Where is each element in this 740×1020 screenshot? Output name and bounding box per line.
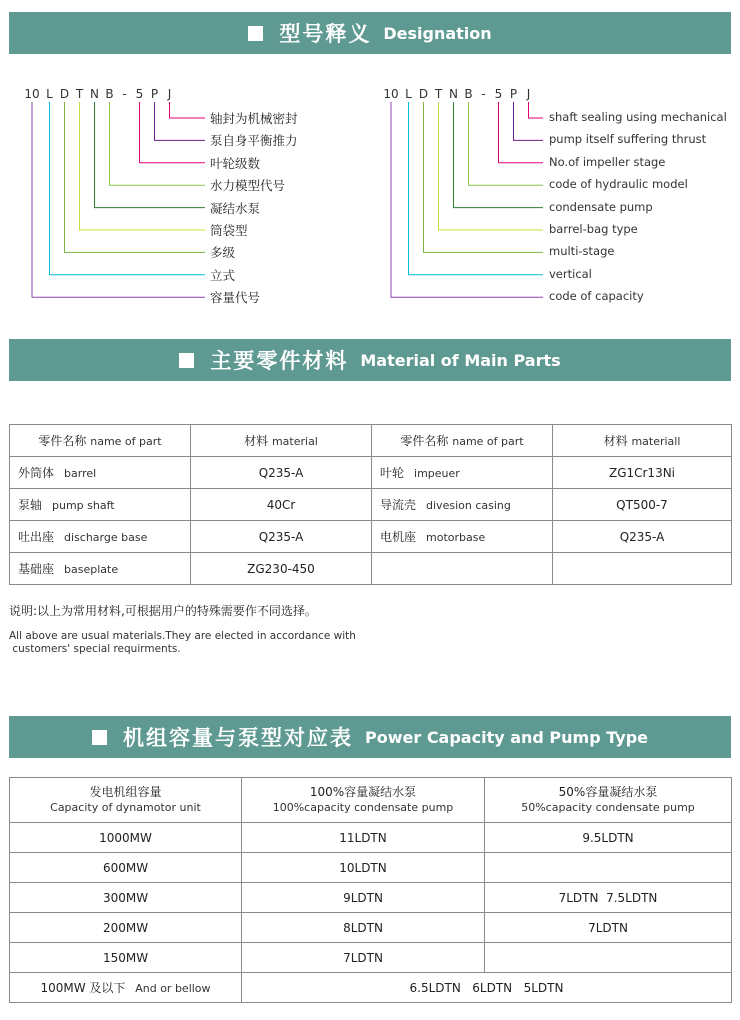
right-leader-line bbox=[439, 102, 544, 230]
designation-label-zh: 立式 bbox=[210, 267, 236, 283]
cell-100-pump: 9LDTN bbox=[242, 883, 485, 913]
code-right-char: P bbox=[509, 87, 518, 101]
cell-part: 外筒体 barrel bbox=[10, 457, 191, 489]
designation-label-zh: 多级 bbox=[210, 245, 236, 261]
materials-row bbox=[10, 553, 732, 585]
cell-part: 基础座 baseplate bbox=[10, 553, 191, 585]
code-right-char: N bbox=[449, 87, 458, 101]
cell-material: Q235-A bbox=[191, 521, 372, 553]
materials-banner bbox=[9, 339, 731, 381]
designation-label-en: multi-stage bbox=[549, 244, 615, 259]
cell-unit: 150MW bbox=[10, 943, 242, 973]
capacity-row bbox=[10, 913, 732, 943]
cell-part: 泵轴 pump shaft bbox=[10, 489, 191, 521]
cell-unit: 600MW bbox=[10, 853, 242, 883]
materials-header-row bbox=[10, 425, 732, 457]
note-en-line-2: customers' special requirments. bbox=[9, 643, 181, 655]
header-capacity-unit: 发电机组容量 Capacity of dynamotor unit bbox=[10, 778, 242, 823]
code-right-char: - bbox=[481, 87, 486, 101]
square-bullet-icon bbox=[179, 353, 194, 368]
code-right-char: D bbox=[418, 87, 429, 101]
cell-unit: 200MW bbox=[10, 913, 242, 943]
cell-100-pump: 7LDTN bbox=[242, 943, 485, 973]
designation-label-en: pump itself suffering thrust bbox=[549, 132, 707, 147]
capacity-title-zh: 机组容量与泵型对应表 bbox=[123, 726, 353, 750]
right-leader-line bbox=[469, 102, 544, 185]
code-right-char: T bbox=[434, 87, 443, 101]
cell-50-pump bbox=[485, 943, 732, 973]
cell-100-pump: 10LDTN bbox=[242, 853, 485, 883]
cell-50-pump bbox=[485, 853, 732, 883]
left-leader-line bbox=[110, 102, 206, 185]
capacity-title-en: Power Capacity and Pump Type bbox=[365, 727, 648, 747]
cell-part-2: 电机座 motorbase bbox=[372, 521, 553, 553]
designation-label-zh: 筒袋型 bbox=[210, 223, 248, 238]
cell-unit: 1000MW bbox=[10, 823, 242, 853]
cell-material-2: QT500-7 bbox=[553, 489, 732, 521]
right-leader-line bbox=[391, 102, 543, 297]
capacity-row bbox=[10, 853, 732, 883]
designation-label-en: shaft sealing using mechanical bbox=[549, 110, 727, 124]
materials-row bbox=[10, 521, 732, 553]
capacity-last-row bbox=[10, 973, 732, 1003]
header-part-2: 零件名称 name of part bbox=[372, 425, 553, 457]
left-leader-line bbox=[32, 102, 205, 297]
code-left-char: J bbox=[167, 87, 172, 101]
materials-row bbox=[10, 457, 732, 489]
left-leader-line bbox=[155, 102, 206, 140]
designation-label-zh: 泵自身平衡推力 bbox=[210, 133, 298, 149]
cell-100-pump: 8LDTN bbox=[242, 913, 485, 943]
capacity-table bbox=[9, 777, 732, 1003]
cell-50-pump: 7LDTN 7.5LDTN bbox=[485, 883, 732, 913]
note-en-line-1: All above are usual materials.They are elected in accordance with bbox=[9, 630, 356, 642]
code-left-char: T bbox=[75, 87, 84, 101]
cell-50-pump: 7LDTN bbox=[485, 913, 732, 943]
right-leader-line bbox=[499, 102, 544, 163]
right-leader-line bbox=[529, 102, 544, 118]
code-left-char: L bbox=[46, 87, 53, 101]
materials-note-zh: 说明:以上为常用材料,可根据用户的特殊需要作不同选择。 bbox=[9, 604, 317, 618]
cell-50-pump: 9.5LDTN bbox=[485, 823, 732, 853]
capacity-row bbox=[10, 943, 732, 973]
designation-label-en: vertical bbox=[549, 266, 592, 281]
left-leader-line bbox=[170, 102, 206, 118]
cell-part-2 bbox=[372, 553, 553, 585]
materials-title-en: Material of Main Parts bbox=[360, 350, 561, 370]
cell-100-pump: 11LDTN bbox=[242, 823, 485, 853]
header-part: 零件名称 name of part bbox=[10, 425, 191, 457]
cell-part-2: 导流壳 divesion casing bbox=[372, 489, 553, 521]
materials-row bbox=[10, 489, 732, 521]
designation-label-en: code of hydraulic model bbox=[549, 177, 688, 192]
capacity-row bbox=[10, 883, 732, 913]
designation-diagram bbox=[0, 0, 740, 320]
right-leader-line bbox=[409, 102, 544, 275]
code-left-char: 10 bbox=[24, 87, 40, 101]
cell-material: 40Cr bbox=[191, 489, 372, 521]
cell-part-2: 叶轮 impeuer bbox=[372, 457, 553, 489]
designation-label-zh: 轴封为机械密封 bbox=[210, 111, 298, 126]
code-right-char: 10 bbox=[383, 87, 399, 101]
code-right-char: B bbox=[464, 87, 473, 101]
code-left-char: B bbox=[105, 87, 114, 101]
designation-label-en: barrel-bag type bbox=[549, 222, 638, 236]
designation-label-en: condensate pump bbox=[549, 199, 653, 214]
cell-material-2 bbox=[553, 553, 732, 585]
designation-title-zh: 型号释义 bbox=[279, 22, 372, 46]
code-left-char: P bbox=[150, 87, 159, 101]
header-50-pump: 50%容量凝结水泵 50%capacity condensate pump bbox=[485, 778, 732, 823]
capacity-banner bbox=[9, 716, 731, 758]
capacity-row bbox=[10, 823, 732, 853]
header-material-2: 材料 materiall bbox=[553, 425, 732, 457]
code-left-char: - bbox=[122, 87, 127, 101]
header-100-pump: 100%容量凝结水泵 100%capacity condensate pump bbox=[242, 778, 485, 823]
materials-table bbox=[9, 424, 732, 585]
designation-label-zh: 凝结水泵 bbox=[210, 200, 261, 216]
designation-label-zh: 水力模型代号 bbox=[210, 178, 286, 194]
code-right-char: 5 bbox=[494, 87, 503, 101]
code-left-char: 5 bbox=[135, 87, 144, 101]
designation-label-en: code of capacity bbox=[549, 289, 644, 304]
cell-material: Q235-A bbox=[191, 457, 372, 489]
designation-label-en: No.of impeller stage bbox=[549, 154, 666, 169]
left-leader-line bbox=[50, 102, 206, 275]
cell-unit: 300MW bbox=[10, 883, 242, 913]
code-left-char: D bbox=[59, 87, 70, 101]
materials-title-zh: 主要零件材料 bbox=[210, 349, 349, 373]
capacity-header-row bbox=[10, 778, 732, 823]
materials-note-en bbox=[9, 630, 356, 656]
cell-material: ZG230-450 bbox=[191, 553, 372, 585]
cell-unit-low: 100MW 及以下 And or bellow bbox=[10, 973, 242, 1003]
cell-part: 吐出座 discharge base bbox=[10, 521, 191, 553]
cell-merged-pumps: 6.5LDTN 6LDTN 5LDTN bbox=[242, 973, 732, 1003]
code-left-char: N bbox=[90, 87, 99, 101]
code-right-char: L bbox=[405, 87, 412, 101]
designation-title-en: Designation bbox=[383, 23, 492, 43]
left-leader-line bbox=[80, 102, 206, 230]
designation-label-zh: 叶轮级数 bbox=[210, 155, 261, 171]
square-bullet-icon bbox=[92, 730, 107, 745]
header-material: 材料 material bbox=[191, 425, 372, 457]
code-right-char: J bbox=[526, 87, 531, 101]
left-leader-line bbox=[140, 102, 206, 163]
cell-material-2: Q235-A bbox=[553, 521, 732, 553]
cell-material-2: ZG1Cr13Ni bbox=[553, 457, 732, 489]
designation-label-zh: 容量代号 bbox=[210, 290, 261, 306]
